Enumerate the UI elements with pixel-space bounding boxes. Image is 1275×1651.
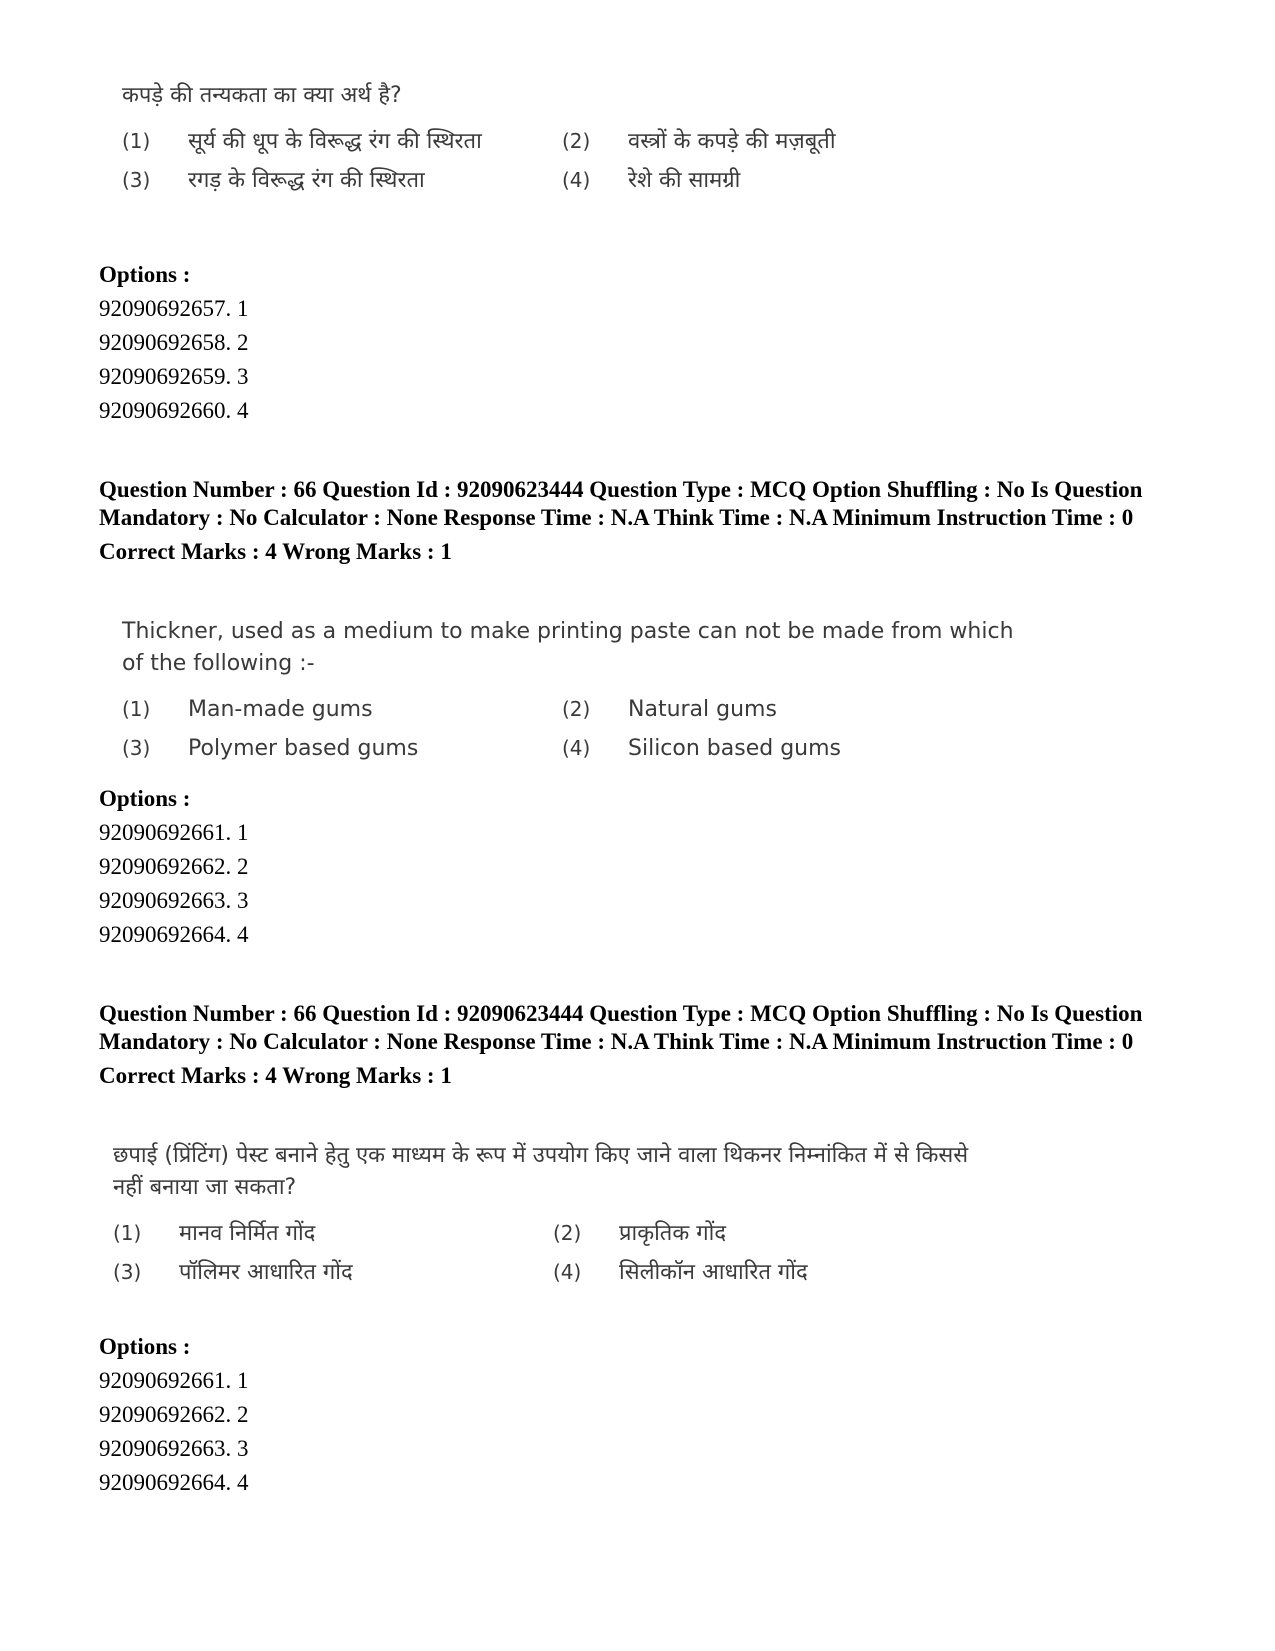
marks-text: Correct Marks : 4 Wrong Marks : 1 bbox=[99, 1063, 452, 1088]
options-list-2 bbox=[99, 782, 249, 952]
question-choices bbox=[122, 694, 1022, 764]
choice-1: (1) मानव निर्मित गोंद bbox=[113, 1221, 316, 1246]
option-item: 92090692658. 2 bbox=[99, 330, 249, 355]
choice-1: (1) Man-made gums bbox=[122, 697, 373, 722]
question-meta-text: Question Number : 66 Question Id : 92090623444 Question Type : MCQ Option Shuffling : No Is Question Mandatory : No Calculator : None Response Time : N.A Think Time : N.A Minimum Instruction Time : 0 bbox=[99, 1001, 1143, 1054]
choice-4: (4) Silicon based gums bbox=[562, 736, 841, 761]
choice-2: (2) Natural gums bbox=[562, 697, 777, 722]
question-meta-text: Question Number : 66 Question Id : 92090623444 Question Type : MCQ Option Shuffling : No Is Question Mandatory : No Calculator : None Response Time : N.A Think Time : N.A Minimum Instruction Time : 0 bbox=[99, 477, 1143, 530]
question-metadata-3 bbox=[99, 1000, 1199, 1090]
options-list-1 bbox=[99, 258, 249, 428]
choice-2: (2) वस्त्रों के कपड़े की मज़बूती bbox=[562, 129, 836, 154]
question-image-hindi-1 bbox=[122, 80, 1022, 196]
option-item: 92090692662. 2 bbox=[99, 854, 249, 879]
choice-2: (2) प्राकृतिक गोंद bbox=[553, 1221, 727, 1246]
option-item: 92090692661. 1 bbox=[99, 1368, 249, 1393]
question-text: Thickner, used as a medium to make printing paste can not be made from which of the following :- bbox=[122, 619, 1014, 676]
option-item: 92090692659. 3 bbox=[99, 364, 249, 389]
option-item: 92090692657. 1 bbox=[99, 296, 249, 321]
option-item: 92090692660. 4 bbox=[99, 398, 249, 423]
question-text: कपड़े की तन्यकता का क्या अर्थ है? bbox=[122, 83, 402, 108]
choice-3: (3) रगड़ के विरूद्ध रंग की स्थिरता bbox=[122, 168, 425, 193]
choice-4: (4) रेशे की सामग्री bbox=[562, 168, 741, 193]
question-choices bbox=[113, 1218, 1033, 1288]
option-item: 92090692664. 4 bbox=[99, 922, 249, 947]
option-item: 92090692662. 2 bbox=[99, 1402, 249, 1427]
option-item: 92090692664. 4 bbox=[99, 1470, 249, 1495]
marks-text: Correct Marks : 4 Wrong Marks : 1 bbox=[99, 539, 452, 564]
option-item: 92090692663. 3 bbox=[99, 1436, 249, 1461]
options-heading: Options : bbox=[99, 262, 191, 287]
options-heading: Options : bbox=[99, 1334, 191, 1359]
question-metadata-2 bbox=[99, 476, 1199, 566]
option-item: 92090692661. 1 bbox=[99, 820, 249, 845]
question-choices bbox=[122, 126, 1022, 196]
choice-3: (3) Polymer based gums bbox=[122, 736, 419, 761]
option-item: 92090692663. 3 bbox=[99, 888, 249, 913]
question-image-hindi-2 bbox=[113, 1140, 1033, 1288]
choice-4: (4) सिलीकॉन आधारित गोंद bbox=[553, 1260, 808, 1285]
options-heading: Options : bbox=[99, 786, 191, 811]
choice-3: (3) पॉलिमर आधारित गोंद bbox=[113, 1260, 353, 1285]
choice-1: (1) सूर्य की धूप के विरूद्ध रंग की स्थिरता bbox=[122, 129, 482, 154]
question-text: छपाई (प्रिंटिंग) पेस्ट बनाने हेतु एक माध्यम के रूप में उपयोग किए जाने वाला थिकनर निम्नांकित में से किससे नहीं बनाया जा सकता? bbox=[113, 1143, 969, 1200]
options-list-3 bbox=[99, 1330, 249, 1500]
question-image-english bbox=[122, 616, 1022, 764]
